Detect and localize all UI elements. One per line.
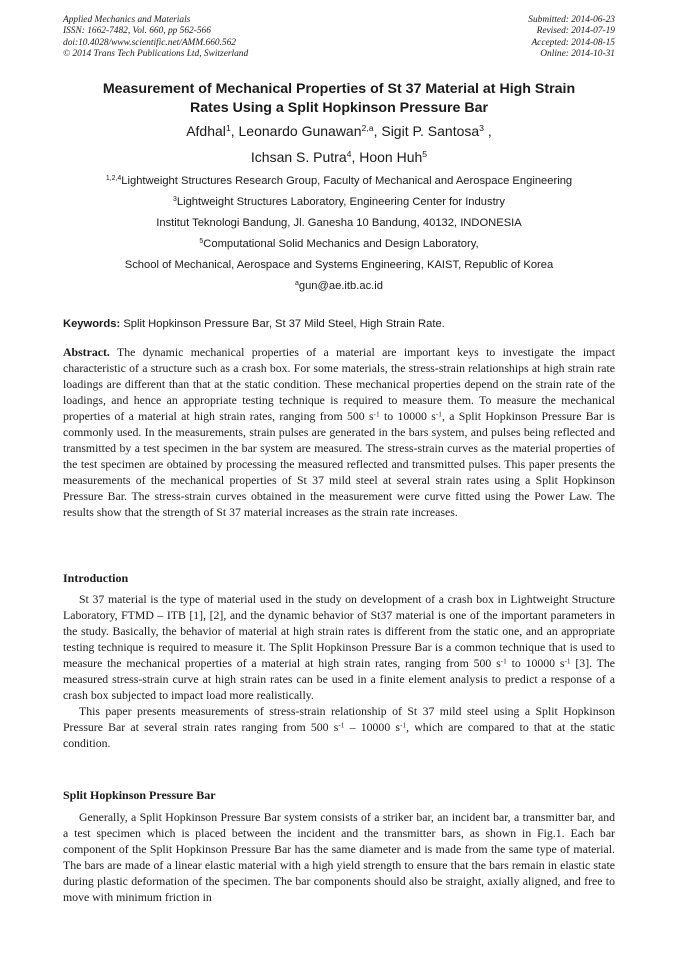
affiliation-4 [40, 238, 638, 250]
author-name: Ichsan S. Putra [250, 149, 347, 165]
affiliation-text: Lightweight Structures Laboratory, Engineering Center for Industry [176, 196, 505, 208]
journal-issn: ISSN: 1662-7482, Vol. 660, pp 562-566 [63, 26, 211, 37]
affiliation-5: School of Mechanical, Aerospace and Systems Engineering, KAIST, Republic of Korea [124, 259, 554, 271]
affiliation-3: Institut Teknologi Bandung, Jl. Ganesha 10 Bandung, 40132, INDONESIA [156, 217, 522, 229]
abstract [63, 345, 615, 520]
title-line-2: Rates Using a Split Hopkinson Pressure Bar [189, 100, 489, 116]
title-line-1: Measurement of Mechanical Properties of St 37 Material at High Strain [102, 81, 576, 97]
superscript: -1 [373, 409, 380, 419]
email-sup: a [295, 280, 299, 288]
shpb-heading: Split Hopkinson Pressure Bar [63, 788, 216, 802]
author-line-2: Ichsan S. Putra$^4$, Hoon Huh$^5$ [250, 149, 428, 165]
keywords-text: Split Hopkinson Pressure Bar, St 37 Mild Steel, High Strain Rate. [123, 318, 445, 330]
abstract-text: to 10000 s [379, 408, 436, 423]
date-submitted: Submitted: 2014-06-23 [528, 15, 615, 25]
journal-name: Applied Mechanics and Materials [63, 15, 191, 25]
body-text: St 37 material is the type of material used in the study on development of a crash box in Lightweight Structure Laboratory, FTMD – ITB [1], [2], and the dynamic behavior of St37 material is one of the important parameters in the study. Basically, the behavior of material at high strain rates is different from the static one, and an appropriate testing technique is required to measure it. The Split Hopkinson Pressure Bar is a common technique that is used to measure the mechanical properties of a material at high strain rates, ranging from 500 s [63, 592, 615, 670]
abstract-text: The dynamic mechanical properties of a material are important keys to investigate the impact characteristic of a structure such as a crash box. For some materials, the stress-strain relationships at high strain rate loadings are different than that at the static condition. These mechanical properties depend on the strain rate of the loadings, and hence an appropriate testing technique is required to measure them. To measure the mechanical properties of a material at high strain rates, ranging from 500 s [63, 345, 615, 423]
date-online: Online: 2014-10-31 [540, 48, 615, 59]
author-sup: 4 [346, 149, 352, 160]
submission-dates [528, 15, 615, 60]
introduction-heading: Introduction [63, 571, 129, 585]
affiliation-1 [40, 175, 638, 187]
affiliation-sup: 5 [199, 238, 204, 246]
date-accepted: Accepted: 2014-08-15 [531, 37, 615, 48]
body-text: to 10000 s [506, 655, 565, 670]
author-sup: 3 [479, 123, 484, 134]
date-revised: Revised: 2014-07-19 [536, 26, 615, 37]
author-sup: 2,a [361, 123, 374, 134]
author-name: Hoon Huh [359, 149, 423, 165]
keywords [63, 318, 615, 330]
introduction-paragraph-2 [63, 704, 615, 752]
affiliation-sup: 1,2,4 [105, 175, 122, 183]
author-name: Leonardo Gunawan [238, 123, 362, 139]
shpb-paragraph-1: Generally, a Split Hopkinson Pressure Bar system consists of a striker bar, an incident bar, a transmitter bar, and a test specimen which is placed between the incident and the transmitter bars, as shown in Fig.1. Each bar component of the Split Hopkinson Pressure Bar has the same diameter and is made from the same type of material. The bars are made of a linear elastic material with a high yield strength to ensure that the bars remain in elastic state during plastic deformation of the specimen. The bar components should also be straight, axially aligned, and free to move with minimum friction in [63, 810, 615, 904]
body-text: , which are compared to that at the static condition. [63, 719, 615, 750]
author-name: Sigit P. Santosa [381, 123, 480, 139]
body-text: [3]. The measured stress-strain curve at high strain rates can be used in a finite element analysis to predict a response of a crash box subjected to impact load more realistically. [63, 655, 615, 702]
superscript: -1 [564, 656, 571, 666]
keywords-label: Keywords: [63, 318, 121, 330]
abstract-paragraph [63, 345, 615, 520]
superscript: -1 [500, 656, 507, 666]
affiliation-sup: 3 [173, 196, 177, 204]
affiliation-text: Computational Solid Mechanics and Design Laboratory, [203, 238, 479, 250]
author-sup: 5 [422, 149, 428, 160]
body-text: – 10000 s [344, 719, 401, 734]
author-name: Afdhal [186, 123, 226, 139]
introduction-paragraph-1 [63, 592, 615, 704]
journal-copyright: © 2014 Trans Tech Publications Ltd, Switzerland [63, 48, 249, 59]
superscript: -1 [400, 719, 407, 729]
journal-info [63, 15, 248, 60]
author-line-1: Afdhal$^1$, Leonardo Gunawan$^{2,a}$, Sigit P. Santosa$^3$ , [186, 123, 492, 139]
journal-header [63, 15, 615, 65]
author-sup: 1 [225, 123, 231, 134]
paper-title [40, 80, 638, 118]
affiliation-2 [40, 196, 638, 208]
superscript: -1 [338, 719, 345, 729]
body-text: This paper presents measurements of stress-strain relationship of St 37 mild steel using a Split Hopkinson Pressure Bar at several strain rates ranging from 500 s [63, 703, 615, 734]
affiliation-text: Lightweight Structures Research Group, Faculty of Mechanical and Aerospace Engineering [121, 175, 573, 187]
journal-doi: doi:10.4028/www.scientific.net/AMM.660.562 [63, 37, 236, 48]
abstract-text: , a Split Hopkinson Pressure Bar is commonly used. In the measurements, strain pulses are generated in the bars system, and pulses being reflected and transmitted by a test specimen in the bar system are measured. The stress-strain curves as the material properties of the test specimen are obtained by processing the measured reflected and transmitted pulses. This paper presents the measurements of the mechanical properties of St 37 mild steel at several strain rates using a Split Hopkinson Pressure Bar. The stress-strain curves obtained in the measurement were curve fitted using the Power Law. The results show that the strength of St 37 material increases as the strain rate increases. [63, 408, 615, 519]
email-link[interactable]: gun@ae.itb.ac.id [298, 280, 383, 292]
abstract-label: Abstract. [63, 345, 110, 359]
superscript: -1 [435, 409, 442, 419]
corresponding-email [40, 280, 638, 292]
introduction-body [63, 592, 615, 752]
shpb-body [63, 810, 615, 906]
